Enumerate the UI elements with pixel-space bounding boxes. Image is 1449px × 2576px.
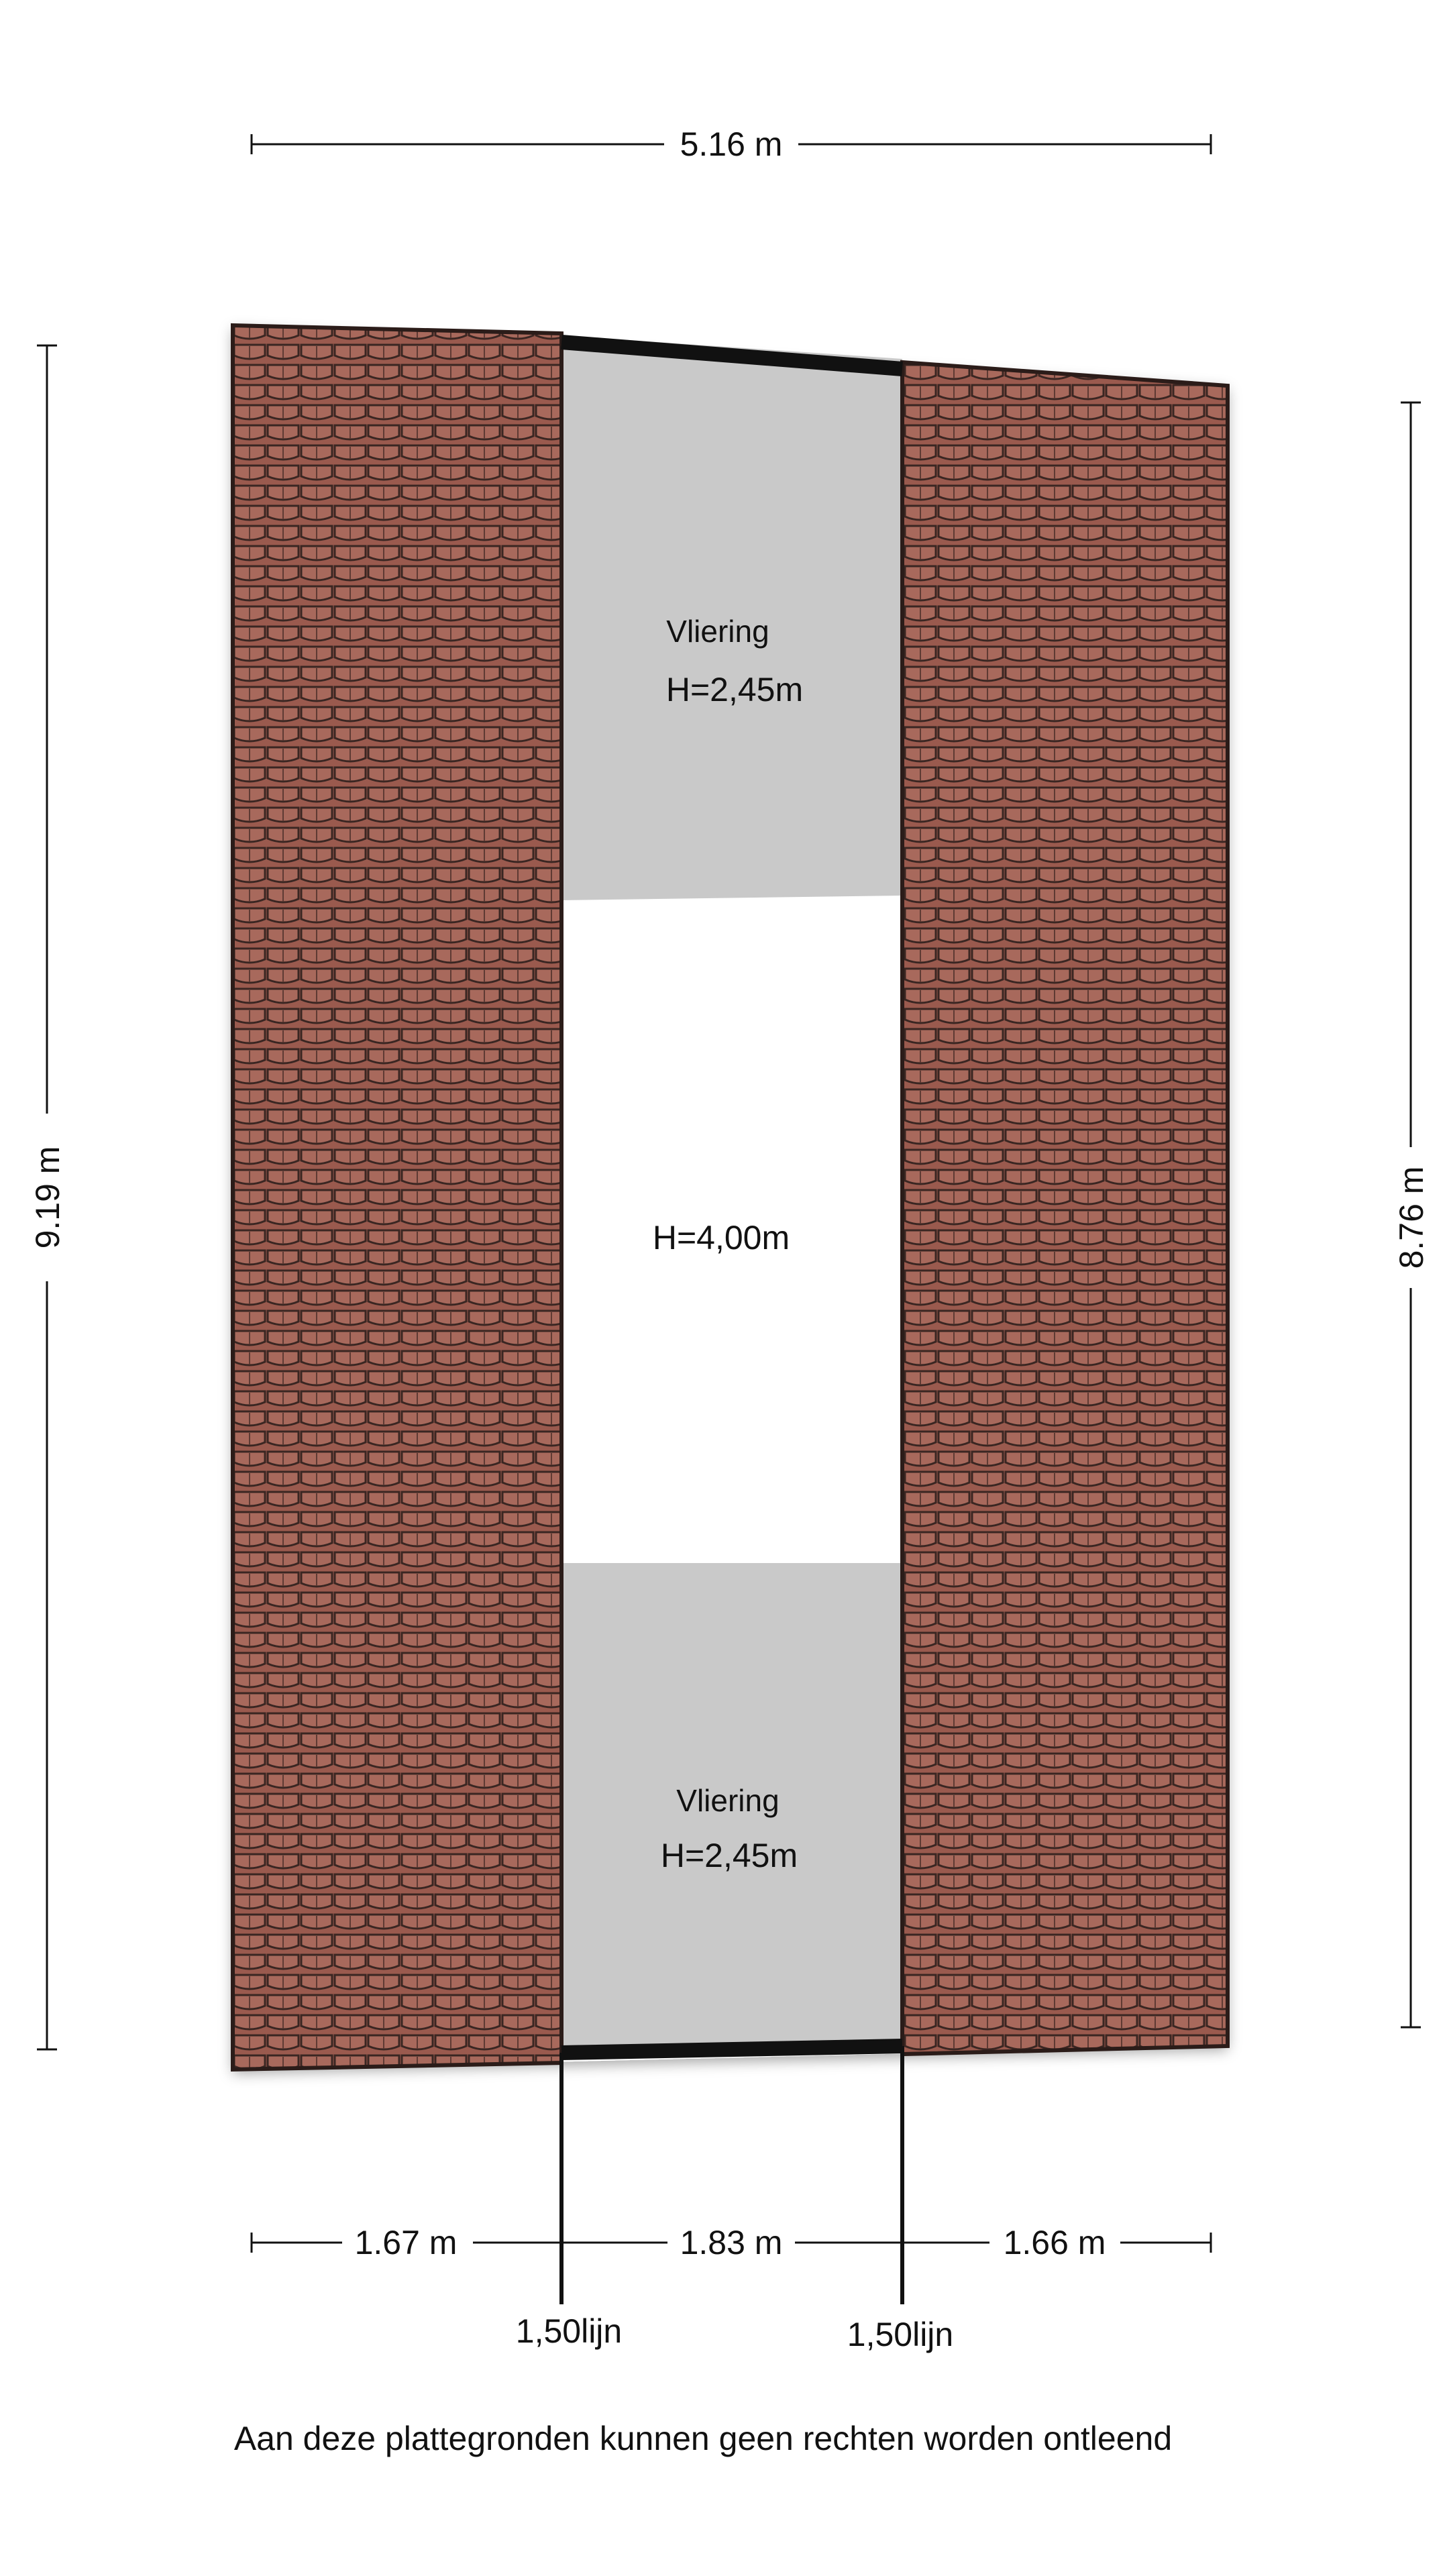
- roof-tiles-left: [233, 325, 561, 2070]
- dimension-bottom-left-label: 1.67 m: [354, 2224, 458, 2261]
- room-label-top-height: H=2,45m: [665, 671, 804, 708]
- room-label-bottom-height: H=2,45m: [660, 1837, 798, 1874]
- room-label-middle-height: H=4,00m: [652, 1219, 790, 1256]
- line-150-left-label: 1,50lijn: [515, 2312, 623, 2350]
- roof-tiles-right: [902, 362, 1228, 2054]
- line-150-right-label: 1,50lijn: [847, 2316, 954, 2353]
- disclaimer-text: Aan deze plattegronden kunnen geen rechten worden ontleend: [233, 2420, 1173, 2457]
- dimension-left-label: 9.19 m: [29, 1146, 66, 1249]
- dimension-bottom-right-label: 1.66 m: [1003, 2224, 1106, 2261]
- dimension-bottom-middle-label: 1.83 m: [680, 2224, 783, 2261]
- room-label-bottom-name: Vliering: [676, 1783, 780, 1818]
- dimension-right-label: 8.76 m: [1393, 1166, 1430, 1269]
- room-label-top-name: Vliering: [666, 614, 769, 649]
- dimension-top-label: 5.16 m: [680, 125, 783, 163]
- wall-bottom: [561, 2046, 902, 2053]
